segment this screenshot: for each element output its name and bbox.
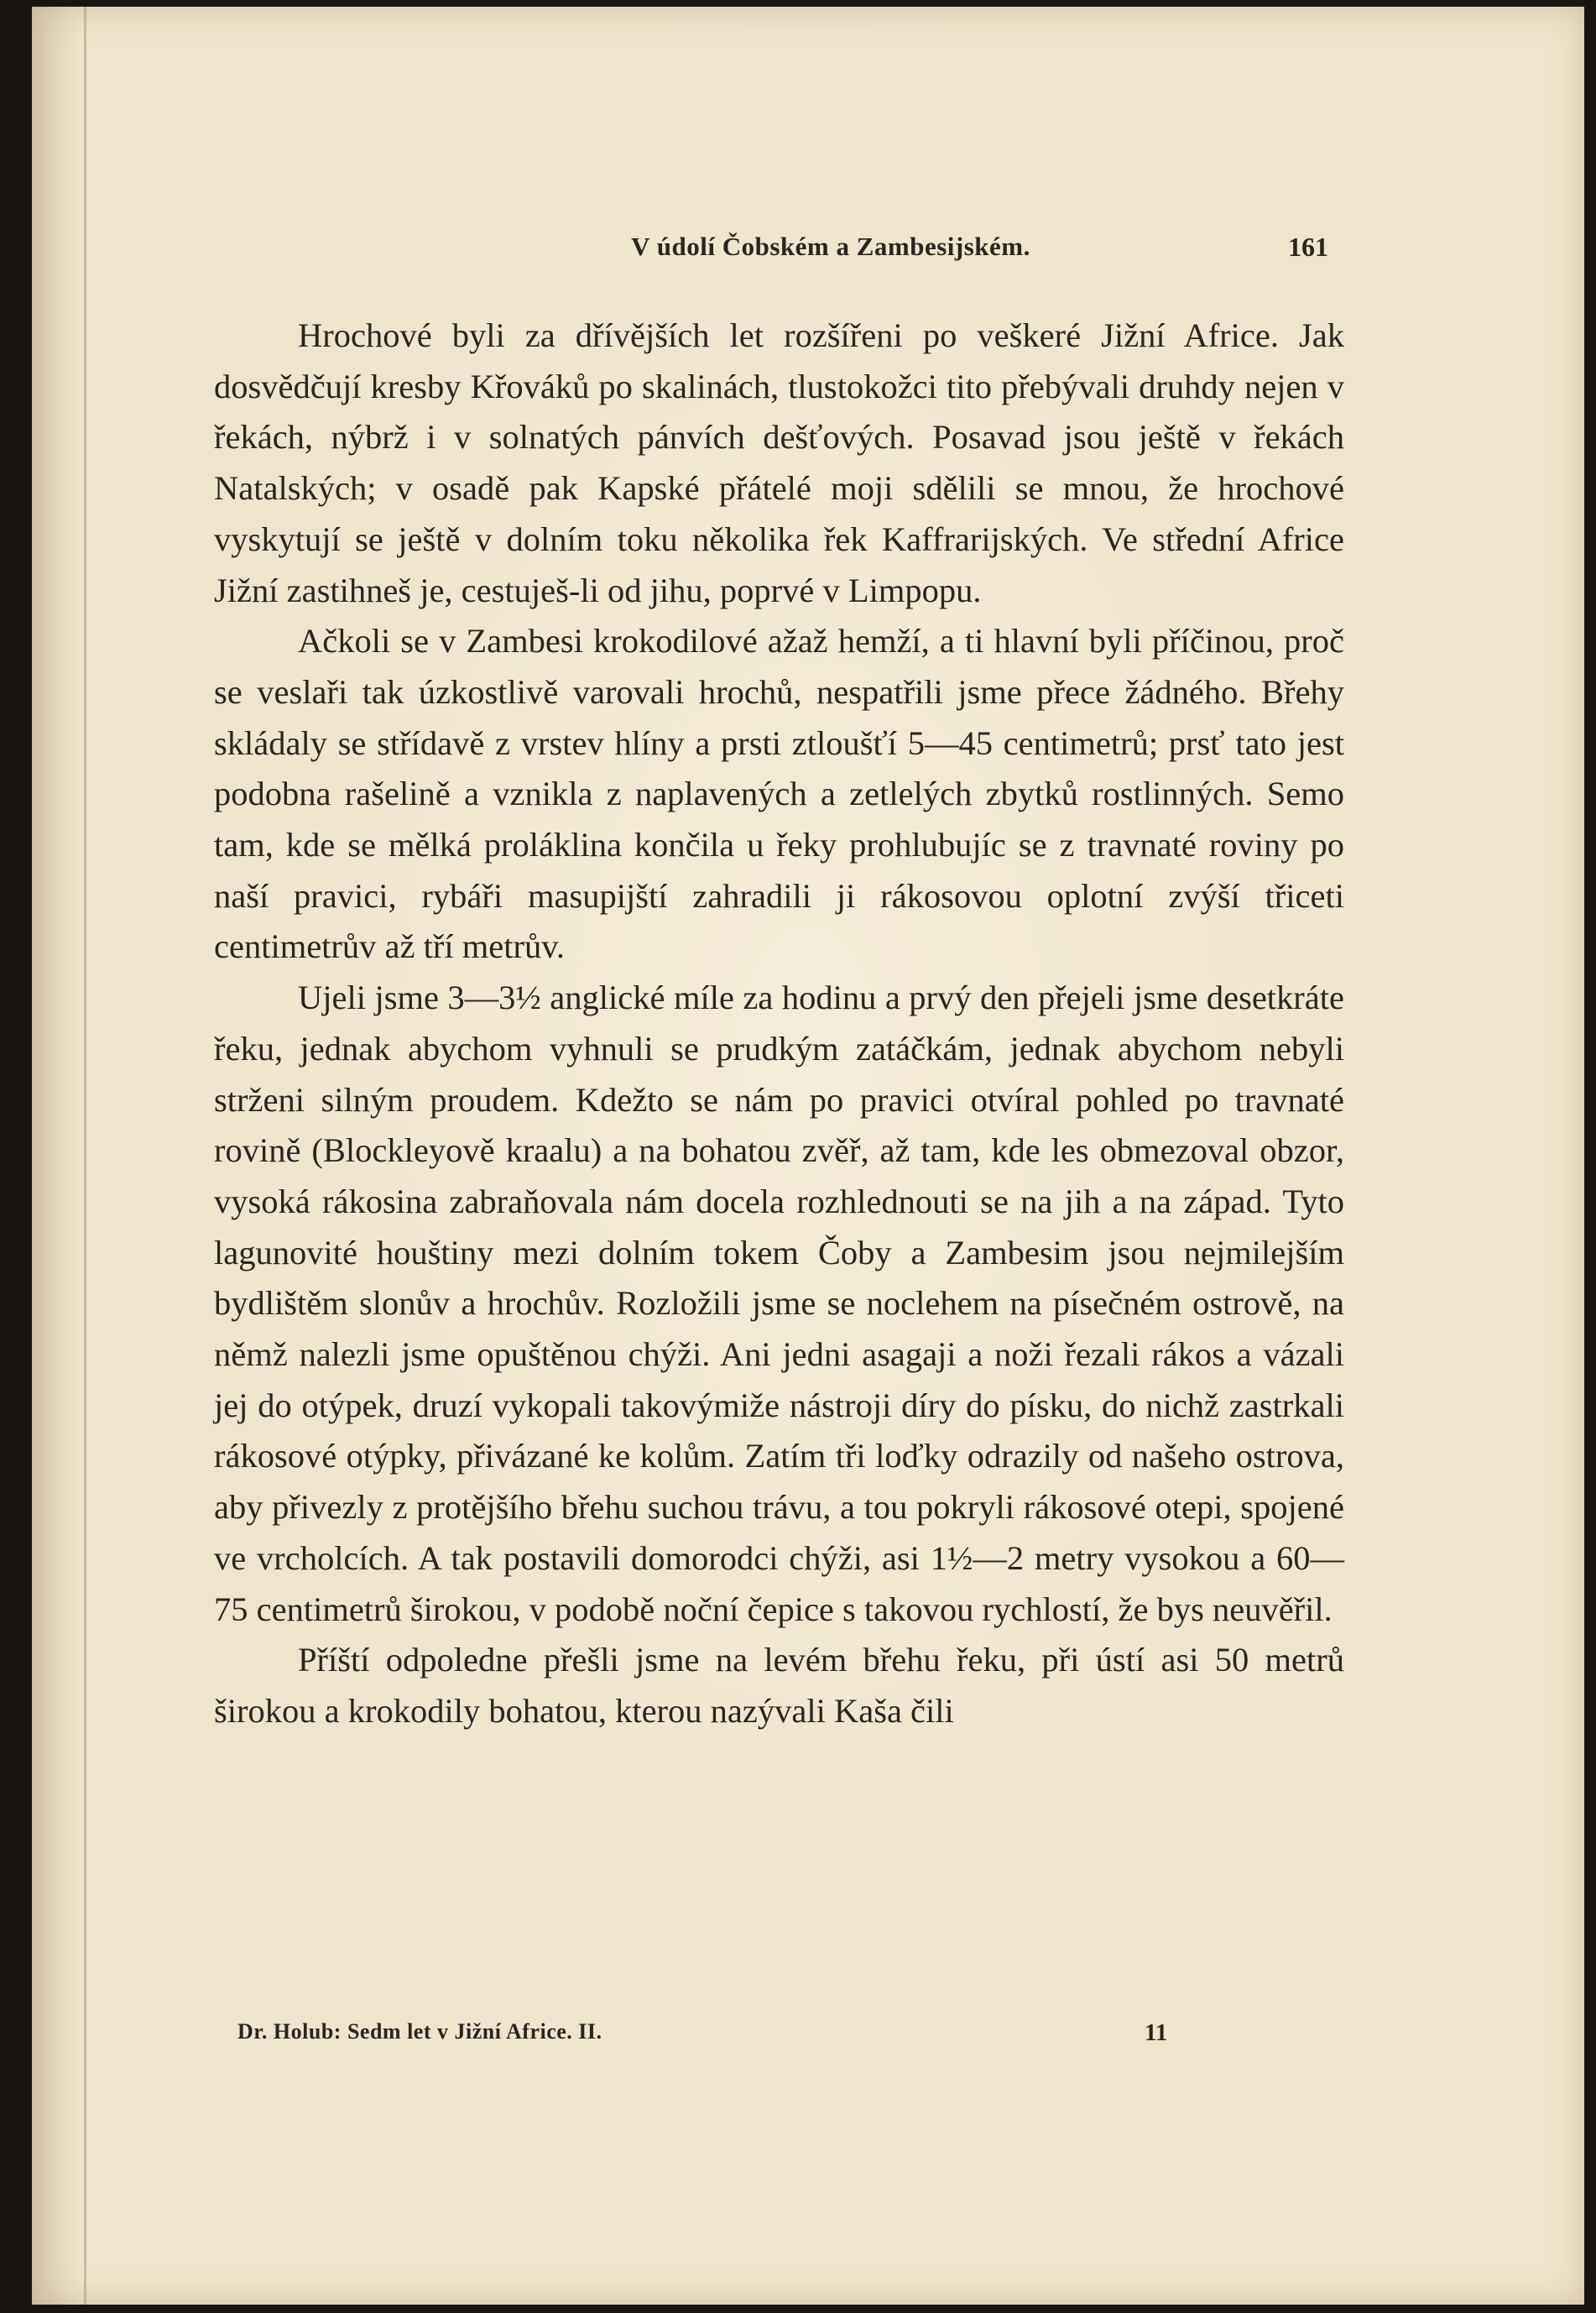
paragraph-3: Ujeli jsme 3—3½ anglické míle za hodinu a prvý den přejeli jsme desetkráte řeku, jednak abychom vyhnuli se prudkým zatáčkám, jednak abychom nebyli strženi silným proudem. Kdežto se nám po pravici otvíral pohled po travnaté rovině (Blockleyově kraalu) a na bohatou zvěř, až tam, kde les obmezoval obzor, vysoká rákosina zabraňovala nám docela rozhlednouti se na jih a na západ. Tyto lagunovité houštiny mezi dolním tokem Čoby a Zambesim jsou nejmilejším bydlištěm slonův a hrochův. Rozložili jsme se noclehem na písečném ostrově, na němž nalezli jsme opuštěnou chýži. Ani jedni asagaji a noži řezali rákos a vázali jej do otýpek, druzí vykopali takovýmiže nástroji díry do písku, do nichž zastrkali rákosové otýpky, přivázané ke kolům. Zatím tři loďky odrazily od našeho ostrova, aby přivezly z protějšího břehu suchou trávu, a tou pokryli rákosové otepi, spojené ve vrcholcích. A tak postavili domorodci chýži, asi 1½—2 metry vysokou a 60—75 centimetrů širokou, v podobě noční čepice s takovou rychlostí, že bys neuvěřil.: [214, 979, 1344, 1628]
book-page: [32, 7, 1584, 2305]
body-text: [214, 311, 1344, 1737]
paragraph-4: Příští odpoledne přešli jsme na levém břehu řeku, při ústí asi 50 metrů širokou a krokodily bohatou, kterou nazývali Kaša čili: [214, 1641, 1344, 1730]
signature-line: Dr. Holub: Sedm let v Jižní Africe. II.: [237, 2019, 602, 2044]
running-title: V údolí Čobském a Zambesijském.: [631, 232, 1030, 261]
gutter-line: [84, 7, 86, 2305]
sheet-number: 11: [1145, 2019, 1168, 2046]
paragraph-2: Ačkoli se v Zambesi krokodilové ažaž hemží, a ti hlavní byli příčinou, proč se veslaři tak úzkostlivě varovali hrochů, nespatřili jsme přece žádného. Břehy skládaly se střídavě z vrstev hlíny a prsti ztloušťí 5—45 centimetrů; prsť tato jest podobna rašelině a vznikla z naplavených a zetlelých zbytků rostlinných. Semo tam, kde se mělká proláklina končila u řeky prohlubujíc se z travnaté roviny po naší pravici, rybáři masupijští zahradili ji rákosovou oplotní zvýší třiceti centimetrův až tří metrův.: [214, 622, 1344, 966]
page-number: 161: [1288, 232, 1328, 262]
page-header: [32, 232, 1584, 274]
paragraph-1: Hrochové byli za dřívějších let rozšířeni po veškeré Jižní Africe. Jak dosvědčují kresby Křováků po skalinách, tlustokožci tito přebývali druhdy nejen v řekách, nýbrž i v solnatých pánvích dešťových. Posavad jsou ještě v řekách Natalských; v osadě pak Kapské přátelé moji sdělili se mnou, že hrochové vyskytují se ještě v dolním toku několika řek Kaffrarijských. Ve střední Africe Jižní zastihneš je, cestuješ-li od jihu, poprvé v Limpopu.: [214, 316, 1344, 609]
